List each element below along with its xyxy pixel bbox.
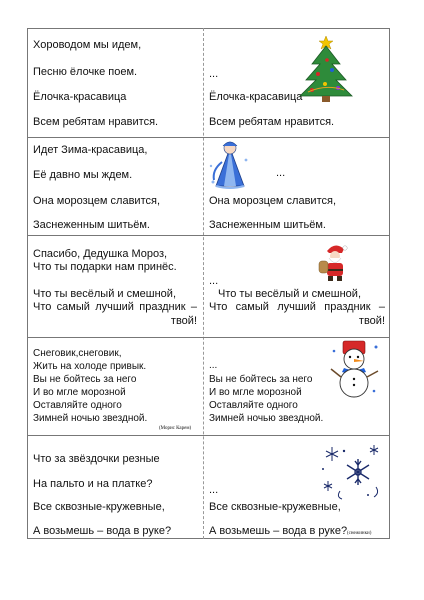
verse-line: А возьмешь – вода в руке?: [33, 525, 172, 537]
card-3-right: [204, 235, 390, 337]
verse-line: Ёлочка-красавица: [33, 91, 127, 103]
verse-line: На пальто и на платке?: [33, 478, 153, 490]
verse-line: твой!: [358, 315, 385, 327]
verse-line: Она морозцем славится,: [209, 195, 337, 207]
verse-line: Все сквозные-кружевные,: [33, 501, 165, 513]
snow-maiden-icon: [208, 140, 252, 190]
verse-line: твой!: [170, 315, 197, 327]
card-4-right: [204, 337, 390, 435]
card-5-left: [27, 435, 203, 539]
snowflakes-icon: [320, 441, 382, 501]
ellipsis: ...: [276, 167, 286, 179]
verse-line: Заснеженным шитьём.: [33, 219, 150, 231]
verse-line: Оставляйте одного: [33, 400, 122, 411]
ellipsis: ...: [209, 68, 219, 80]
verse-line: Идет Зима-красавица,: [33, 144, 148, 156]
verse-line: Её давно мы ждем.: [33, 169, 133, 181]
card-1-left: [27, 28, 203, 137]
verse-line: Спасибо, Дедушка Мороз,: [33, 248, 168, 260]
verse-line: Что ты весёлый и смешной,: [218, 288, 361, 300]
verse-line: Всем ребятам нравится.: [33, 116, 159, 128]
verse-line: Оставляйте одного: [209, 400, 298, 411]
verse-line: Зимней ночью звездной.: [209, 413, 324, 424]
verse-line: Ёлочка-красавица: [209, 91, 303, 103]
ellipsis: ...: [209, 484, 219, 496]
verse-line: И во мгле морозной: [33, 387, 126, 398]
christmas-tree-icon: [298, 34, 354, 104]
verse-line: Что ты подарки нам принёс.: [33, 261, 177, 273]
card-2-right: [204, 137, 390, 235]
verse-line: Она морозцем славится,: [33, 195, 161, 207]
verse-line: Всем ребятам нравится.: [209, 116, 335, 128]
verse-line: Что самый лучший праздник –: [209, 301, 385, 313]
card-5-right: [204, 435, 390, 539]
verse-line: А возьмешь – вода в руке?: [209, 525, 348, 537]
verse-line: Зимней ночью звездной.: [33, 413, 148, 424]
ellipsis: ...: [209, 275, 219, 287]
author-credit: (Морис Карем): [159, 426, 192, 431]
verse-line: Что самый лучший праздник –: [33, 301, 197, 313]
verse-line: Заснеженным шитьём.: [209, 219, 326, 231]
santa-claus-icon: [318, 243, 352, 283]
verse-line: Все сквозные-кружевные,: [209, 501, 341, 513]
verse-line: Вы не бойтесь за него: [33, 374, 137, 385]
snowman-icon: [328, 339, 382, 399]
card-1-right: [204, 28, 390, 137]
verse-line: И во мгле морозной: [209, 387, 302, 398]
verse-line: Хороводом мы идем,: [33, 39, 142, 51]
verse-line: Что за звёздочки резные: [33, 453, 160, 465]
verse-line: Снеговик,снеговик,: [33, 348, 122, 359]
riddle-answer: (снежинки): [347, 531, 372, 536]
verse-line: Песню ёлочке поем.: [33, 66, 138, 78]
verse-line: Жить на холоде привык.: [33, 361, 147, 372]
ellipsis: ...: [209, 360, 218, 371]
verse-line: Что ты весёлый и смешной,: [33, 288, 176, 300]
card-2-left: [27, 137, 203, 235]
verse-line: Вы не бойтесь за него: [209, 374, 313, 385]
worksheet: [27, 28, 390, 539]
card-4-left: [27, 337, 203, 435]
card-3-left: [27, 235, 203, 337]
